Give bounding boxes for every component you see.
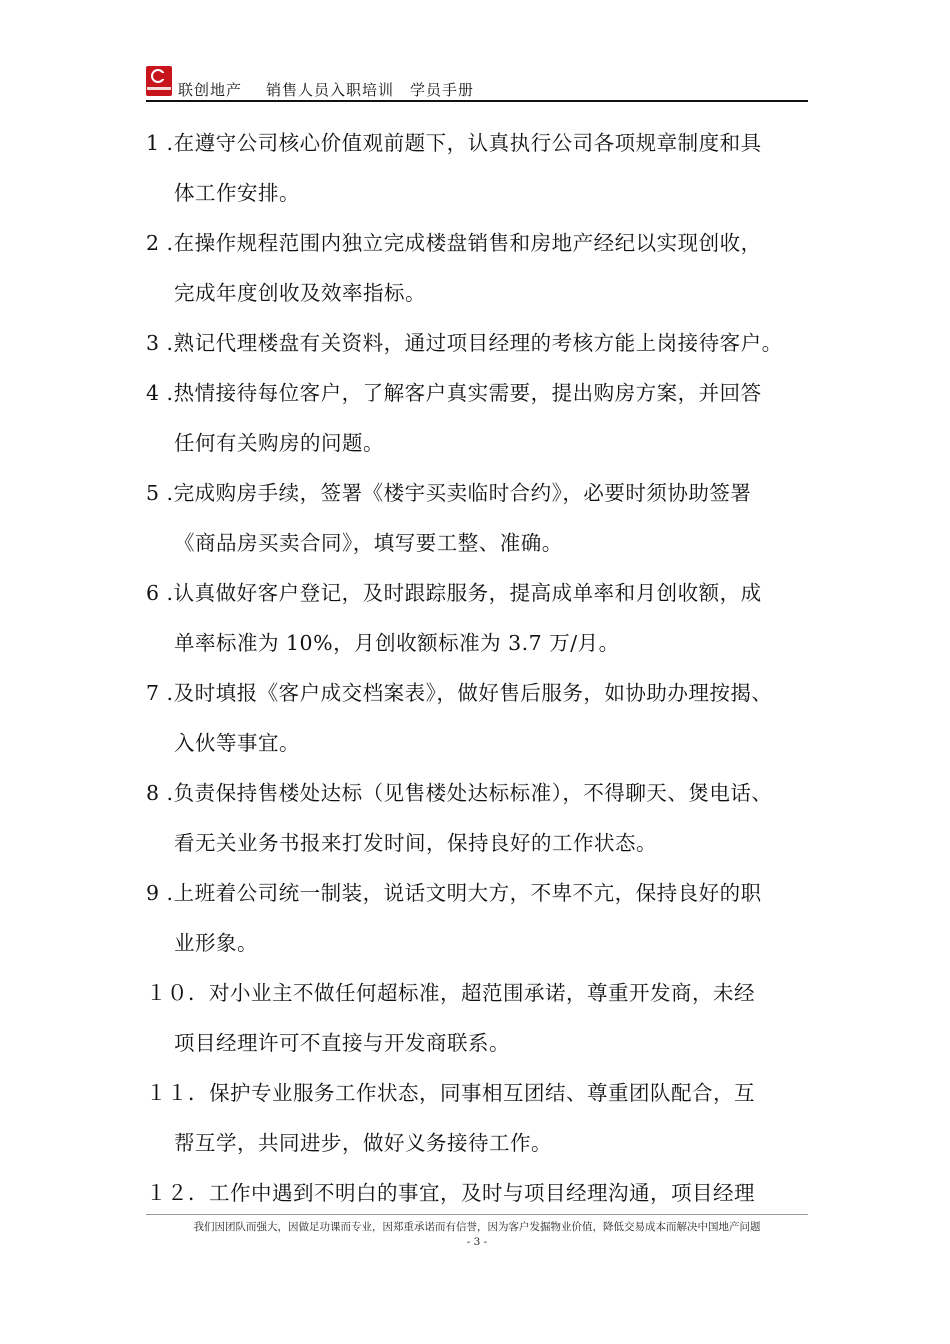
brand-name: 联创地产	[178, 81, 243, 99]
page-footer	[146, 1214, 808, 1248]
list-item: １２．工作中遇到不明白的事宜，及时与项目经理沟通，项目经理	[146, 1181, 755, 1205]
list-item: 4 .热情接待每位客户，了解客户真实需要，提出购房方案，并回答 任何有关购房的问题。	[146, 381, 762, 455]
document-body	[146, 118, 816, 1218]
list-item: 7 .及时填报《客户成交档案表》，做好售后服务，如协助办理按揭、 入伙等事宜。	[146, 681, 773, 755]
header-rule	[146, 100, 808, 102]
list-item: 2 .在操作规程范围内独立完成楼盘销售和房地产经纪以实现创收， 完成年度创收及效率指标。	[146, 231, 762, 305]
list-item: １０．对小业主不做任何超标准，超范围承诺，尊重开发商，未经 项目经理许可不直接与开发商联系。	[146, 981, 755, 1055]
page-number: - 3 -	[466, 1236, 488, 1248]
list-item: 3 .熟记代理楼盘有关资料，通过项目经理的考核方能上岗接待客户。	[146, 331, 783, 355]
document-title: 销售人员入职培训 学员手册	[266, 81, 475, 99]
company-logo	[146, 66, 172, 96]
list-item: 8 .负责保持售楼处达标（见售楼处达标标准），不得聊天、煲电话、 看无关业务书报来打发时间，保持良好的工作状态。	[146, 781, 773, 855]
footer-rule	[146, 1214, 808, 1215]
list-item: 5 .完成购房手续，签署《楼宇买卖临时合约》，必要时须协助签署 《商品房买卖合同》，填写要工整、准确。	[146, 481, 752, 555]
footer-slogan: 我们因团队而强大，因做足功课而专业，因郑重承诺而有信誉，因为客户发掘物业价值，降低交易成本而解决中国地产问题	[193, 1221, 761, 1233]
list-item: 9 .上班着公司统一制装，说话文明大方，不卑不亢，保持良好的职 业形象。	[146, 881, 762, 955]
list-item: 1 .在遵守公司核心价值观前题下，认真执行公司各项规章制度和具 体工作安排。	[146, 131, 762, 205]
page-header	[146, 66, 808, 100]
list-item: １１．保护专业服务工作状态，同事相互团结、尊重团队配合，互 帮互学，共同进步，做好义务接待工作。	[146, 1081, 755, 1155]
list-item: 6 .认真做好客户登记，及时跟踪服务，提高成单率和月创收额，成 单率标准为 10%，月创收额标准为 3.7 万/月。	[146, 581, 762, 655]
